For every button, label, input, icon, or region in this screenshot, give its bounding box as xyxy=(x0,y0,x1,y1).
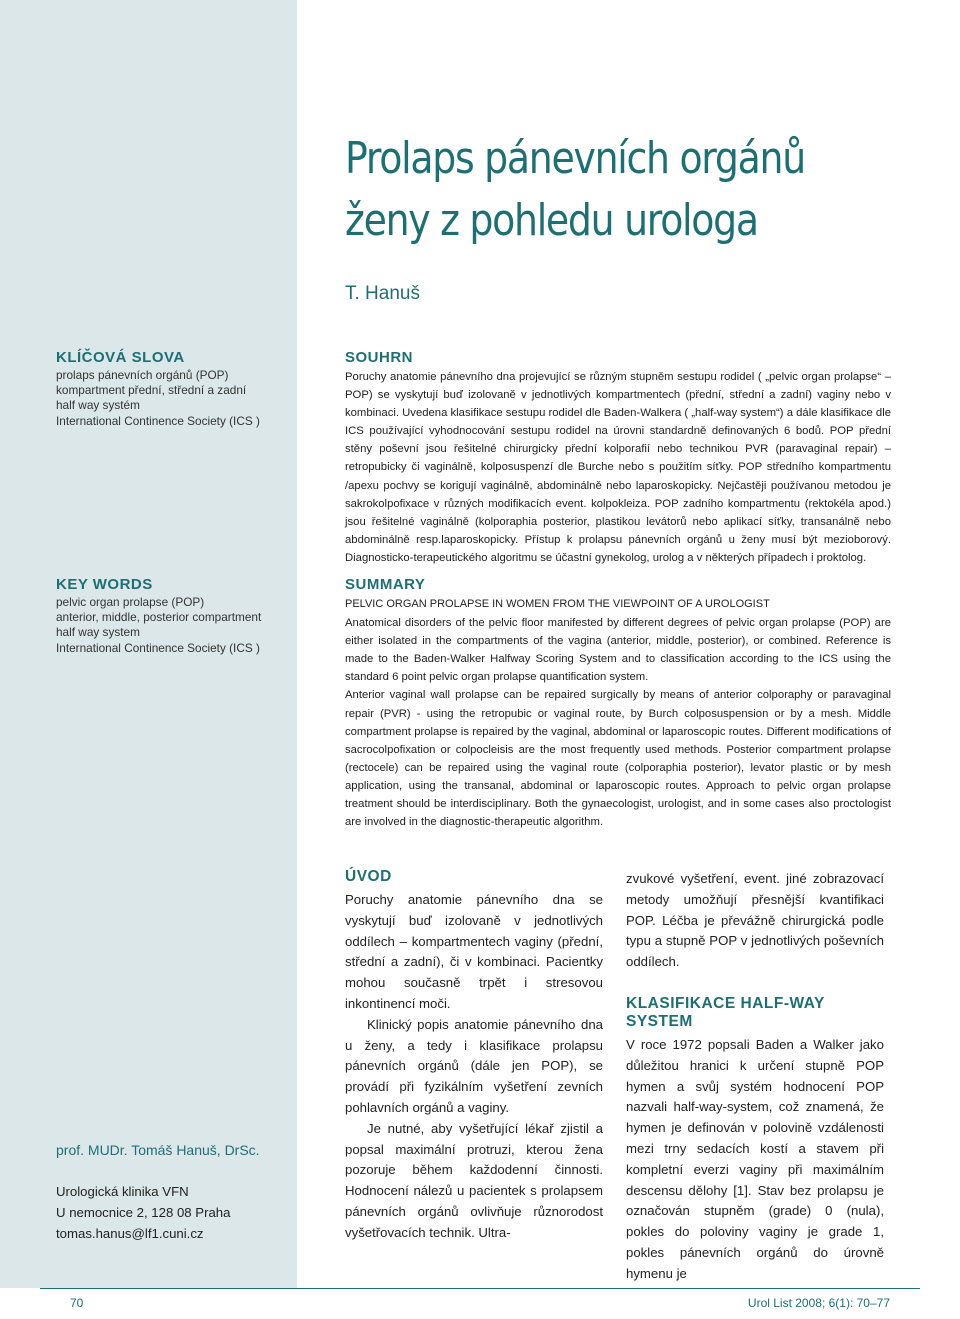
klasifikace-heading: KLASIFIKACE HALF-WAY SYSTEM xyxy=(626,994,825,1030)
souhrn-text: Poruchy anatomie pánevního dna projevující se různým stupněm sestupu rodidel ( „pelvic organ prolapse“ – POP) se vyskytují buď izolovaně v jednotlivých kompartmentech (přední, střední a zadní) vaginy nebo v kombinaci. Uvedena klasifikace sestupu rodidel dle Baden-Walkera ( „half-way system“) a dále klasifikace dle ICS používající vyhodnocování sestupu rodidel na úrovni standardně definovaných 6 bodů. POP přední stěny poševní jsou řešitelné chirurgicky přední kolporafií nebo technikou PVR (paravaginal repair) – retropubicky či vaginálně, kolposuspenzí dle Burche nebo s použitím síťky. POP středního kompartmentu /apexu pochvy se korigují vaginálně, abdominálně nebo laparoskopicky. Nejčastěji používanou metodou je sakrokolpofixace v různých modifikacích event. kolpokleiza. POP zadního kompartmentu (rektokéla apod.) jsou řešitelné vaginálně (kolporaphia posterior, plastikou levátorů nebo aplikací síťky, transanálně nebo abdominálně resp.laparoskopicky. Přístup k prolapsu pánevních orgánů u ženy musí být mezioborový. Diagnosticko-terapeutického algoritmu se účastní gynekolog, urolog a v některých případech i proktolog. xyxy=(345,371,891,564)
keywords-en-list xyxy=(56,595,291,656)
klasifikace-paragraph: V roce 1972 popsali Baden a Walker jako důležitou hranici k určení stupně POP hymen a svůj systém hodnocení POP nazvali half-way-system, což znamená, že hymen je definován v polovině vzdálenosti mezi trny sedacích kostí a stavem při kompletní everzi vaginy při maximálním descensu dělohy [1]. Stav bez prolapsu je označován stupněm (grade) 0 (nula), pokles do poloviny vaginy je grade 1, pokles pánevních orgánů do úrovně hymenu je xyxy=(626,1036,884,1281)
institution: Urologická klinika VFN xyxy=(56,1184,189,1199)
journal-citation: Urol List 2008; 6(1): 70–77 xyxy=(747,1296,890,1310)
email-link[interactable]: tomas.hanus@lf1.cuni.cz xyxy=(56,1225,204,1241)
author-affiliation xyxy=(56,1142,291,1244)
keyword-item: International Continence Society (ICS ) xyxy=(56,640,260,655)
keyword-item: pelvic organ prolapse (POP) xyxy=(56,595,205,609)
footer-divider xyxy=(40,1288,920,1289)
summary-paragraph: Anatomical disorders of the pelvic floor manifested by different degrees of pelvic organ prolapse (POP) are either isolated in the compartments of the vagina (anterior, middle, posterior), or combined. Reference is made to the Baden-Walker Halfway Scoring System and to classification according to the ICS using the standard 6 point pelvic organ prolapse quantification system. xyxy=(345,617,891,684)
souhrn-section xyxy=(345,349,891,567)
keyword-item: anterior, middle, posterior compartment xyxy=(56,610,262,625)
author: T. Hanuš xyxy=(345,283,420,304)
title-line-1: Prolaps pánevních orgánů xyxy=(345,133,805,184)
keywords-en-heading: KEY WORDS xyxy=(56,576,153,593)
souhrn-heading: SOUHRN xyxy=(345,349,414,366)
uvod-paragraph: Je nutné, aby vyšetřující lékař zjistil a popsal maximální protruzi, kterou žena pozoruje během každodenní činnosti. Hodnocení nálezů u pacientek s prolapsem pánevních orgánů ovlivňuje různorodost vyšetřovacích technik. Ultra- xyxy=(345,1120,603,1240)
address: U nemocnice 2, 128 08 Praha xyxy=(56,1204,231,1220)
title-line-2: ženy z pohledu urologa xyxy=(345,195,758,246)
keywords-cz xyxy=(56,349,291,429)
uvod-paragraph: Poruchy anatomie pánevního dna se vyskytují buď izolovaně v jednotlivých oddílech – kompartmentech vaginy (přední, střední a zadní), či v kombinaci. Pacientky mohou současně trpět i stresovou inkontinencí moči. xyxy=(345,892,603,1011)
keyword-item: half way systém xyxy=(56,398,140,413)
keyword-item: kompartment přední, střední a zadní xyxy=(56,383,247,398)
keywords-cz-heading: KLÍČOVÁ SLOVA xyxy=(56,349,185,366)
continued-paragraph: zvukové vyšetření, event. jiné zobrazovací metody umožňují přesnější kvantifikaci POP. Léčba je převážně chirurgická podle typu a stupně POP v jednotlivých poševních oddílech. xyxy=(626,871,884,970)
keyword-item: half way system xyxy=(56,625,140,640)
summary-paragraph: Anterior vaginal wall prolapse can be repaired surgically by means of anterior colporaphy or paravaginal repair (PVR) - using the retropubic or vaginal route, by Burch colposuspension or by a mesh. Middle compartment prolapse is repaired by the vaginal, abdominal or laparoscopic routes. Different modifications of sacrocolpofixation or colpocleisis are the most frequently used methods. Posterior compartment prolapse (rectocele) can be repaired using the vaginal route (colporaphia posterior), levator plastic or by mesh application, using the transanal, abdominal or laparoscopic routes. Approach to pelvic organ prolapse treatment should be interdisciplinary. Both the gynaecologist, urologist, and in some cases also proctologist are involved in the diagnostic-therapeutic algorithm. xyxy=(345,689,891,829)
article-title xyxy=(345,128,861,252)
uvod-column xyxy=(345,868,603,1244)
keywords-en xyxy=(56,576,291,656)
summary-subtitle: PELVIC ORGAN PROLAPSE IN WOMEN FROM THE VIEWPOINT OF A UROLOGIST xyxy=(345,598,770,610)
summary-section xyxy=(345,576,891,831)
uvod-paragraph: Klinický popis anatomie pánevního dna u ženy, a tedy i klasifikace prolapsu pánevních orgánů (dále jen POP), se provádí při fyzikálním vyšetření zevních pohlavních orgánů a vaginy. xyxy=(345,1016,603,1115)
page-number: 70 xyxy=(70,1296,84,1310)
summary-heading: SUMMARY xyxy=(345,576,426,593)
author-name: prof. MUDr. Tomáš Hanuš, DrSc. xyxy=(56,1142,260,1158)
keywords-cz-list xyxy=(56,368,291,429)
keyword-item: prolaps pánevních orgánů (POP) xyxy=(56,368,229,382)
klasifikace-column xyxy=(626,869,884,1285)
uvod-heading: ÚVOD xyxy=(345,868,392,885)
keyword-item: International Continence Society (ICS ) xyxy=(56,413,260,428)
